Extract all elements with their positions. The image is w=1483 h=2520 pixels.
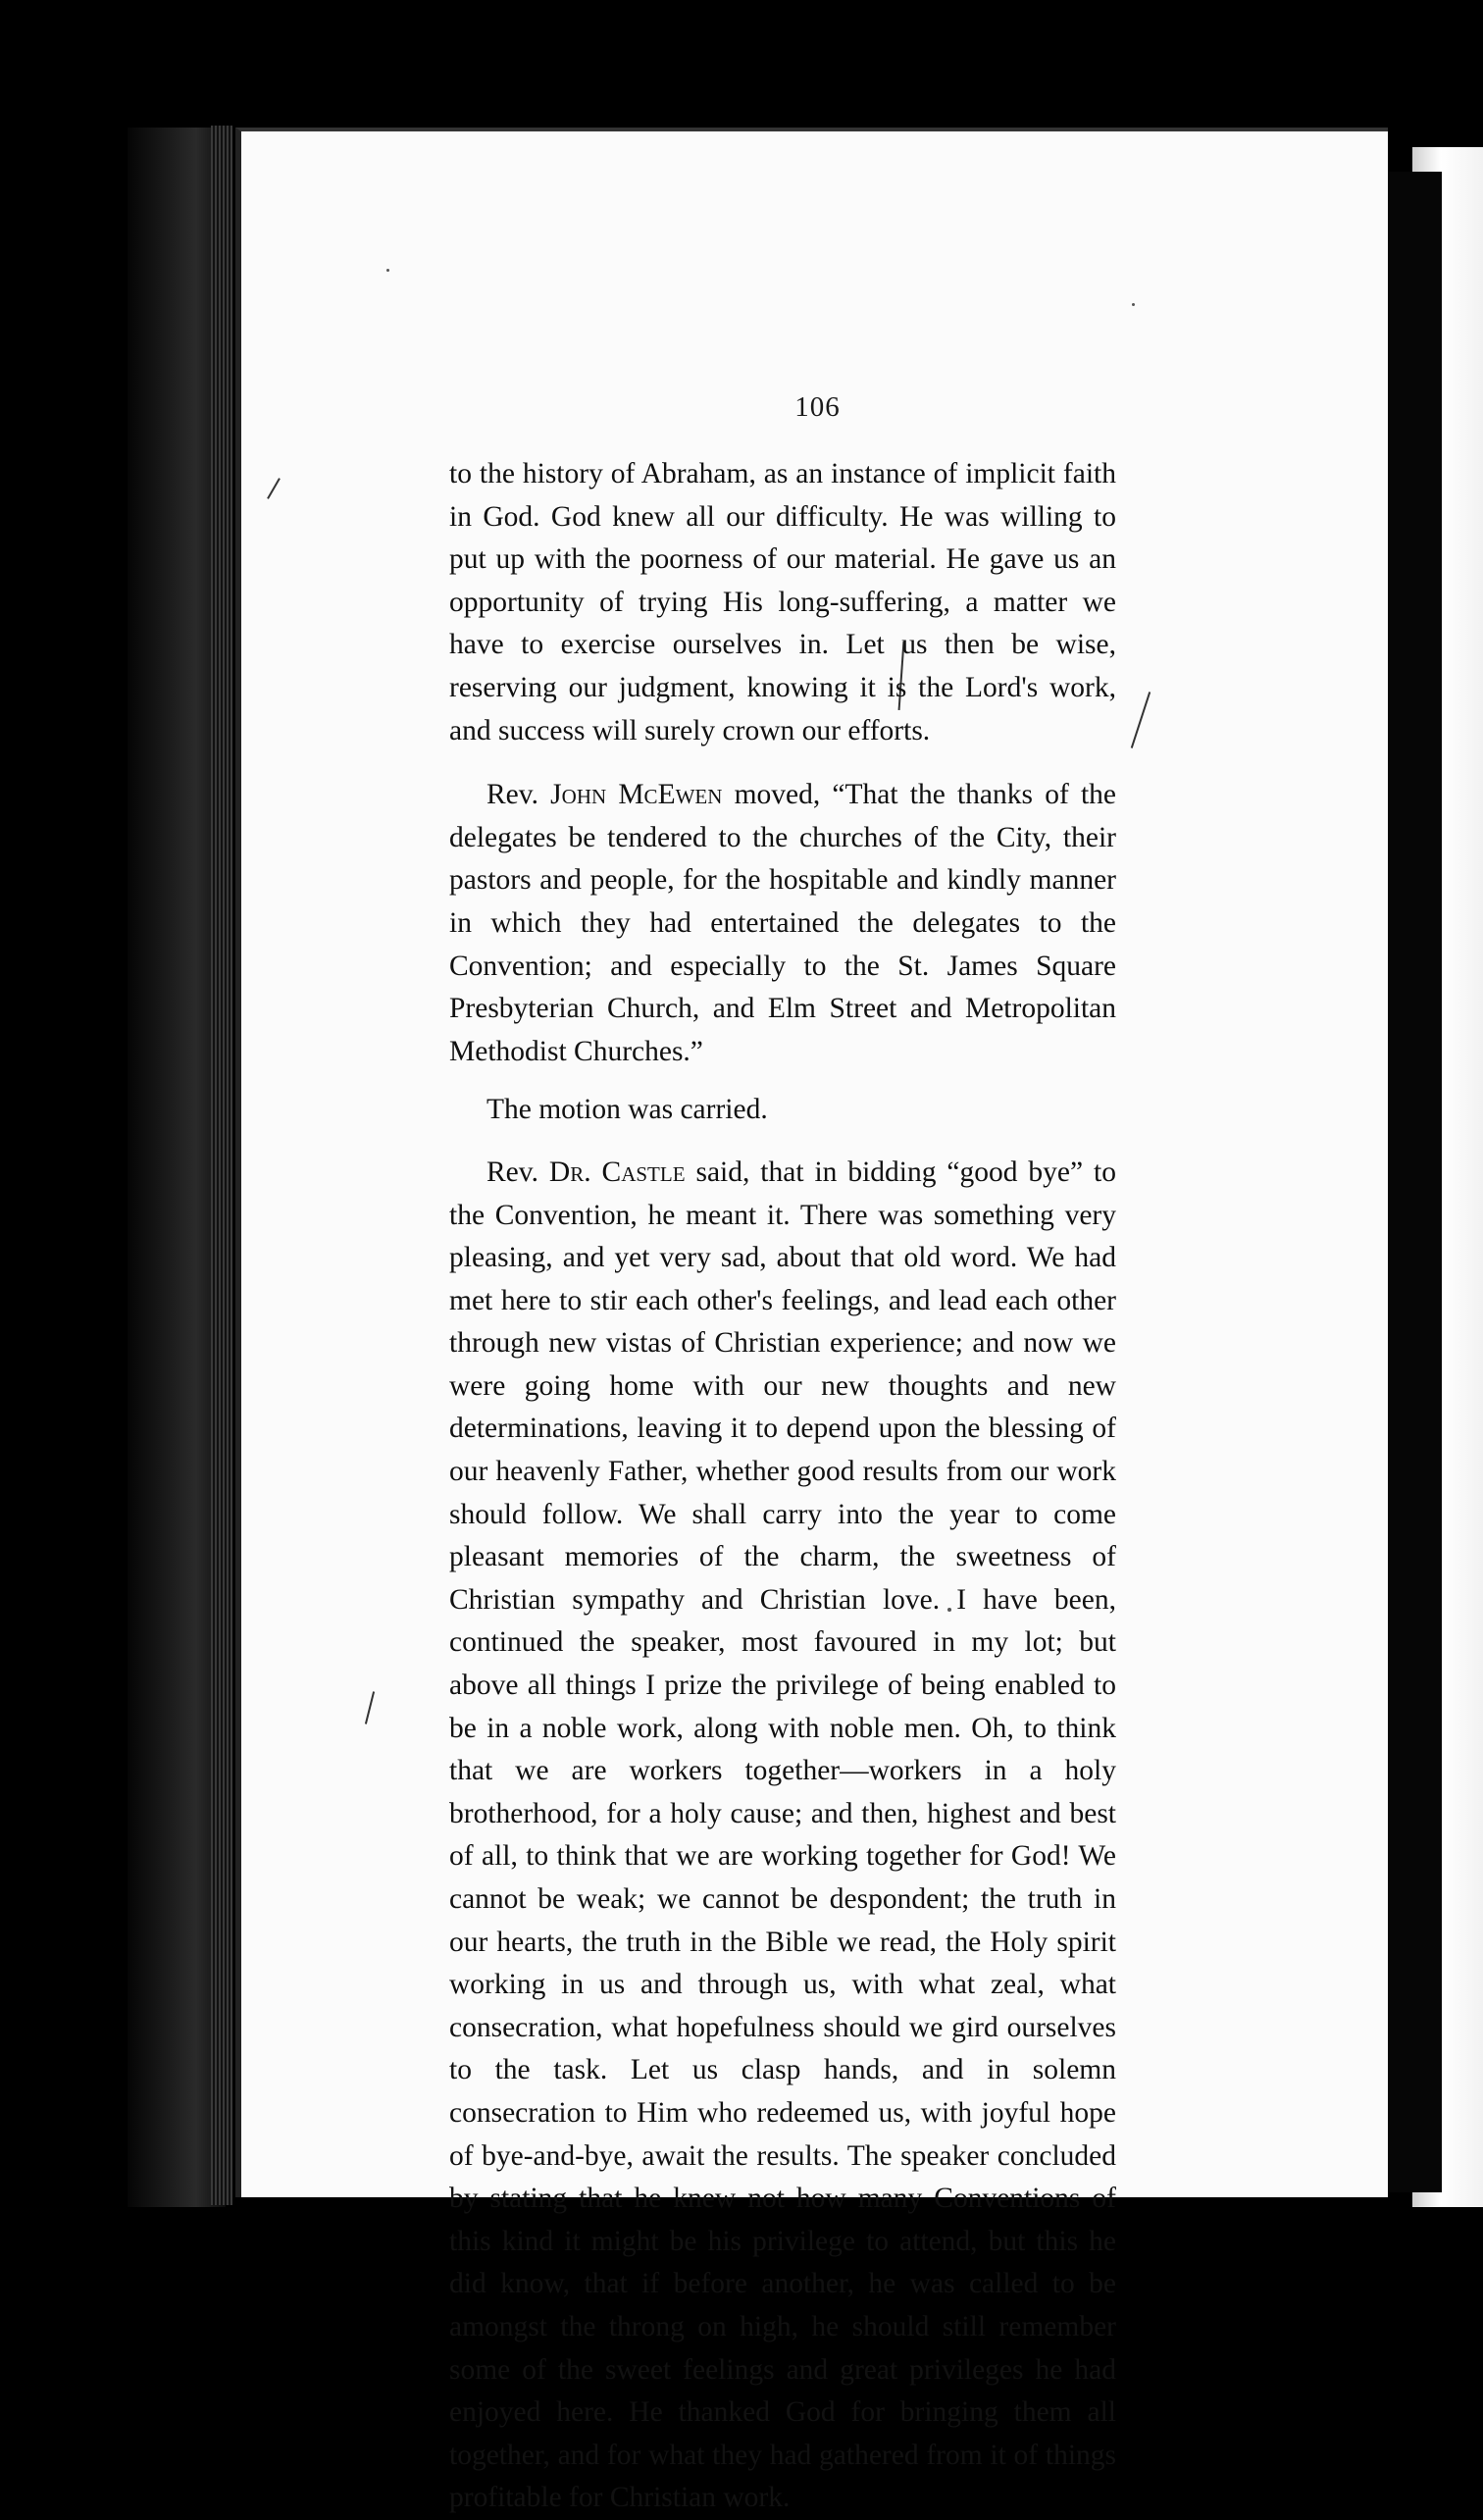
page-edges: [211, 126, 232, 2205]
paragraph-motion-carried: The motion was carried.: [486, 1094, 768, 1126]
speaker-name: Dr. Castle: [548, 1156, 686, 1188]
paragraph-text: said, that in bidding “good bye” to the Convention, he meant it. There was something very pleasing, and yet very sad, about that old word. We had met here to stir each other's feelings, and lead each other through new vistas of Christian experience; and now we were going home with our new thoughts and new determinations, leaving it to depend upon the blessing of our heavenly Father, whether good results from our work should follow. We shall carry into the year to come pleasant memories of the charm, the sweetness of Christian sympathy and Christian love. I have been, continued the speaker, most favoured in my lot; but above all things I prize the privilege of being enabled to be in a noble work, along with noble men. Oh, to think that we are workers together—workers in a holy brotherhood, for a holy cause; and then, highest and best of all, to think that we are working together for God! We cannot be weak; we cannot be despondent; the truth in our hearts, the truth in the Bible we read, the Holy spirit working in us and through us, with what zeal, what consecration, what hopefulness should we gird ourselves to the task. Let us clasp hands, and in solemn consecration to Him who redeemed us, with joyful hope of bye-and-bye, await the results. The speaker concluded by stating that he knew not how many Conventions of this kind it might be his privilege to attend, but this he did know, that if before another, he was called to be amongst the throng on high, he should still remember some of the sweet feelings and great privileges he had enjoyed here. He thanked God for bringing them all together, and for what they had gathered from it of things profitable for Christian work.: [449, 1156, 1116, 2514]
page-number: 106: [794, 391, 841, 423]
paragraph-mcewen-motion: [449, 774, 1116, 1073]
paragraph-text: moved, “That the thanks of the delegates be tendered to the churches of the City, their pastors and people, for the hospitable and kindly manner in which they had entertained the delegates to the Convention; and especially to the St. James Square Presbyterian Church, and Elm Street and Metropolitan Methodist Churches.”: [449, 779, 1116, 1067]
paragraph-castle-address: [449, 1152, 1116, 2520]
body-text: [449, 453, 1116, 2520]
pencil-mark: [365, 1691, 375, 1723]
scan-speck: [1132, 303, 1135, 306]
book-page: [235, 128, 1388, 2514]
speaker-lead: Rev.: [486, 1156, 549, 1188]
speaker-name: John McEwen: [550, 779, 723, 811]
paragraph-abraham: to the history of Abraham, as an instance of implicit faith in God. God knew all our difficulty. He was willing to put up with the poorness of our material. He gave us an opportunity of trying His long-suffering, a matter we have to exercise ourselves in. Let us then be wise, reserving our judgment, knowing it is the Lord's work, and success will surely crown our efforts.: [449, 458, 1116, 746]
speaker-lead: Rev.: [486, 779, 551, 811]
pencil-mark: [267, 478, 281, 499]
scan-speck: [386, 269, 389, 272]
pencil-mark: [1131, 692, 1151, 748]
